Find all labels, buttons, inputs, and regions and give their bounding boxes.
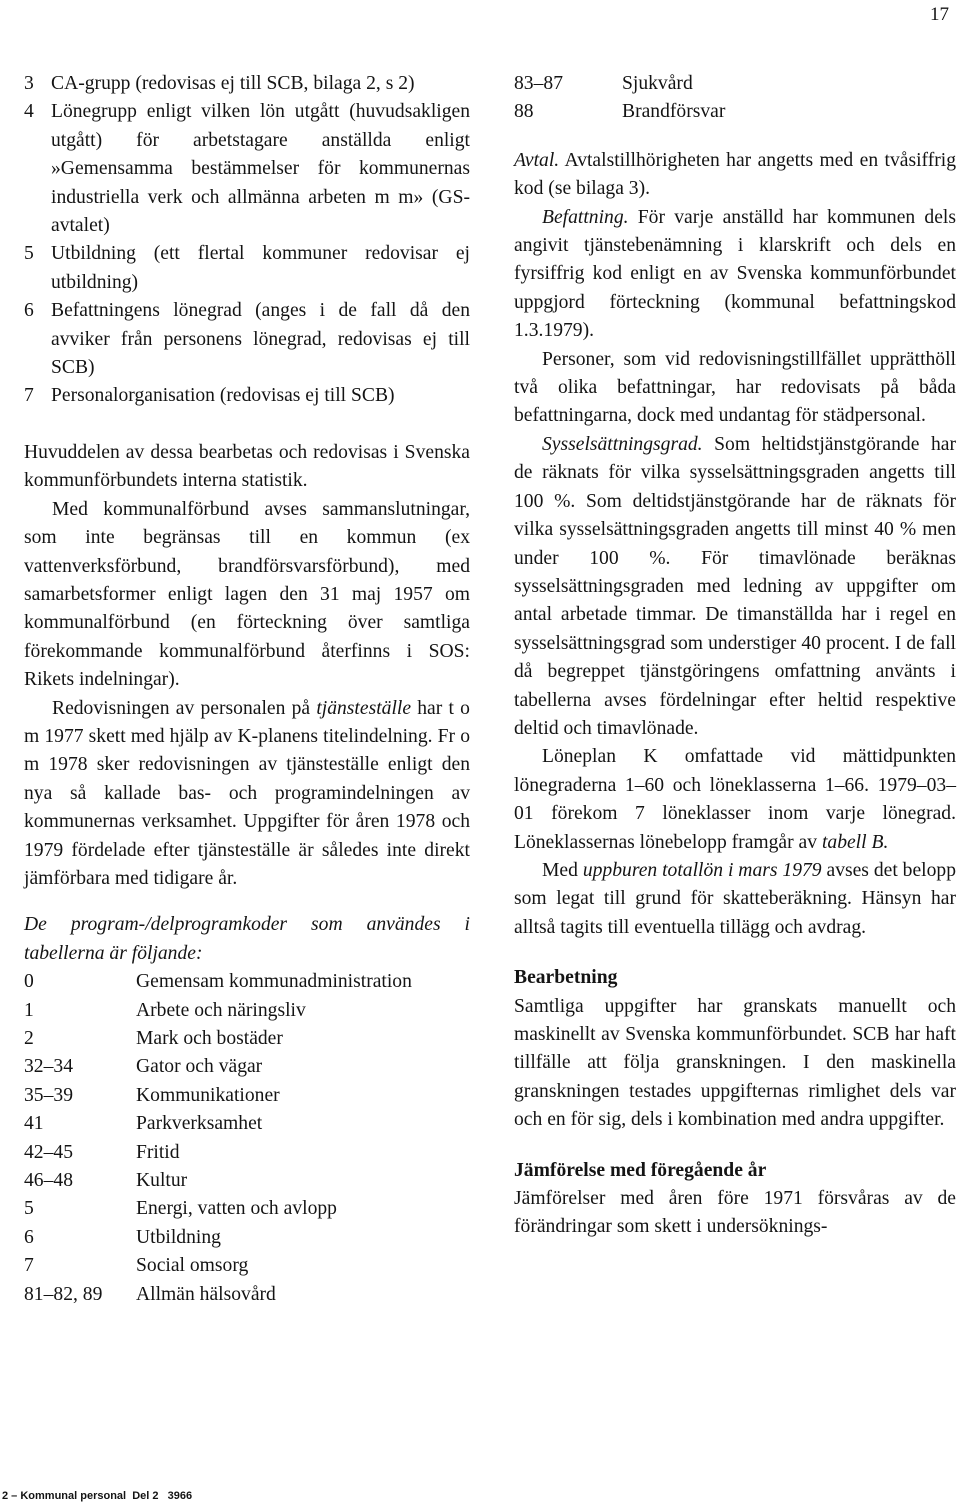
emphasis-tabell-b: tabell B. — [821, 831, 889, 853]
right-column — [514, 70, 956, 1242]
paragraph-redovisning: Redovisningen av personalen på tjänsteställe har t o m 1977 skett med hjälp av K-planens titelindelning. Fr o m 1978 sker redovisningen av tjänsteställe enligt den nya så kallade bas- och programindelningen av kommunernas verksamhet. Uppgifter för åren 1978 och 1979 fördelade efter tjänsteställe är således inte direkt jämförbara med tidigare år. — [24, 697, 470, 889]
item-number: 6 — [24, 300, 34, 322]
table-row: 41 Parkverksamhet — [24, 1113, 263, 1135]
page-number: 17 — [930, 4, 949, 25]
list-item — [24, 297, 470, 382]
paragraph-uppburen-totallon: Med uppburen totallön i mars 1979 avses det belopp som legat till grund för skatteberäkning. Hänsyn har alltså tagits till eventuella tillägg och avdrag. — [514, 859, 956, 938]
paragraph-personer: Personer, som vid redovisningstillfället upprätthöll två olika befattningar, har redovisats på båda befattningarna, dock med undantag för städpersonal. — [514, 348, 956, 427]
paragraph-sysselsattningsgrad: Sysselsättningsgrad. Som heltidstjänstgörande har de räknats för vilka sysselsättningsgraden angetts till 100 %. Som deltidstjänstgörande har de räknats för vilka sysselsättningsgraden angetts till minst 40 % men under 100 %. För timavlönade beräknas sysselsättningsgraden med ledning av uppgifter om antal arbetade timmar. De timanställda har i regel en sysselsättningsgrad som understiger 40 procent. I de fall då begreppet tjänstgöringens omfattning använts i tabellerna avses fördelningar efter heltid respektive deltid och timavlönade. — [514, 433, 956, 739]
emphasis-tjanstestalle: tjänsteställe — [316, 697, 412, 719]
table-row: 42–45 Fritid — [24, 1141, 180, 1163]
paragraph-avtal: Avtal. Avtalstillhörigheten har angetts med en tvåsiffrig kod (se bilaga 3). — [514, 149, 956, 200]
paragraph-jamforelse: Jämförelser med åren före 1971 försvåras av de förändringar som skett i undersöknings- — [514, 1188, 956, 1238]
table-row: 83–87 Sjukvård — [514, 73, 693, 94]
table-row: 88 Brandförsvar — [514, 101, 726, 123]
table-row: 6 Utbildning — [24, 1226, 221, 1248]
lead-sysselsattningsgrad: Sysselsättningsgrad. — [542, 433, 703, 455]
program-codes-continued — [514, 70, 956, 127]
heading-jamforelse: Jämförelse med föregående år — [514, 1159, 767, 1181]
table-row: 81–82, 89 Allmän hälsovård — [24, 1283, 276, 1305]
item-number: 5 — [24, 243, 34, 265]
table-row: 1 Arbete och näringsliv — [24, 999, 306, 1021]
table-row: 35–39 Kommunikationer — [24, 1084, 280, 1106]
codes-intro: De program-/delprogramkoder som användes i tabellerna är följande: — [24, 914, 470, 964]
paragraph-loneplan: Löneplan K omfattade vid mättidpunkten lönegraderna 1–60 och löneklasserna 1–66. 1979–03–01 förekom 7 löneklasser inom varje lönegrad. Löneklassernas lönebelopp framgår av tabell B. — [514, 746, 956, 853]
paragraph-statistics: Huvuddelen av dessa bearbetas och redovisas i Svenska kommunförbundets interna statistik. — [24, 441, 470, 492]
item-text: Personalorganisation (redovisas ej till SCB) — [51, 385, 395, 407]
lead-avtal: Avtal. — [514, 149, 560, 171]
program-codes-table — [24, 911, 470, 1309]
item-number: 4 — [24, 101, 34, 123]
lead-befattning: Befattning. — [542, 206, 629, 228]
item-number: 3 — [24, 73, 34, 94]
emphasis-totallon: uppburen totallön i mars 1979 — [582, 859, 822, 881]
page-footer: 2 – Kommunal personal Del 2 3966 — [2, 1490, 193, 1502]
list-item — [24, 240, 470, 297]
item-text: Befattningens lönegrad (anges i de fall då den avviker från personens lönegrad, redovisas ej till SCB) — [51, 300, 470, 379]
table-row: 46–48 Kultur — [24, 1170, 188, 1192]
left-column — [24, 70, 470, 1309]
list-item — [24, 382, 470, 410]
list-item — [24, 70, 470, 98]
table-row: 5 Energi, vatten och avlopp — [24, 1198, 337, 1220]
table-row: 32–34 Gator och vägar — [24, 1056, 263, 1078]
table-row: 7 Social omsorg — [24, 1255, 249, 1277]
item-text: CA-grupp (redovisas ej till SCB, bilaga 2, s 2) — [51, 73, 415, 94]
item-number: 7 — [24, 385, 34, 407]
table-row: 0 Gemensam kommunadministration — [24, 971, 412, 993]
item-text: Lönegrupp enligt vilken lön utgått (huvudsakligen utgått) för arbetstagare anställda enligt »Gemensamma bestämmelser för kommunernas industriella verk och allmänna arbeten m m» (GS-avtalet) — [51, 101, 470, 237]
paragraph-kommunalforbund: Med kommunalförbund avses sammanslutningar, som inte begränsas till en kommun (ex vattenverksförbund, brandförsvarsförbund), med samarbetsformer enligt lagen den 31 maj 1957 om kommunalförbund (en förteckning över samtliga förekommande kommunalförbund återfinns i SOS: Rikets indelningar). — [24, 498, 470, 691]
table-row: 2 Mark och bostäder — [24, 1028, 283, 1049]
heading-bearbetning: Bearbetning — [514, 967, 618, 989]
list-item — [24, 98, 470, 240]
item-text: Utbildning (ett flertal kommuner redovisar ej utbildning) — [51, 243, 470, 293]
paragraph-befattning: Befattning. För varje anställd har kommunen dels angivit tjänstebenämning i klarskrift och dels en fyrsiffrig kod enligt en av Svenska kommunförbundet uppgjord förteckning (kommunal befattningskod 1.3.1979). — [514, 206, 956, 342]
paragraph-bearbetning: Samtliga uppgifter har granskats manuellt och maskinellt av Svenska kommunförbundet. SCB har haft tillfälle att följa granskningen. I den maskinella granskningen testades uppgifternas rimlighet dels var och en för sig, dels i kombination med andra uppgifter. — [514, 995, 956, 1131]
